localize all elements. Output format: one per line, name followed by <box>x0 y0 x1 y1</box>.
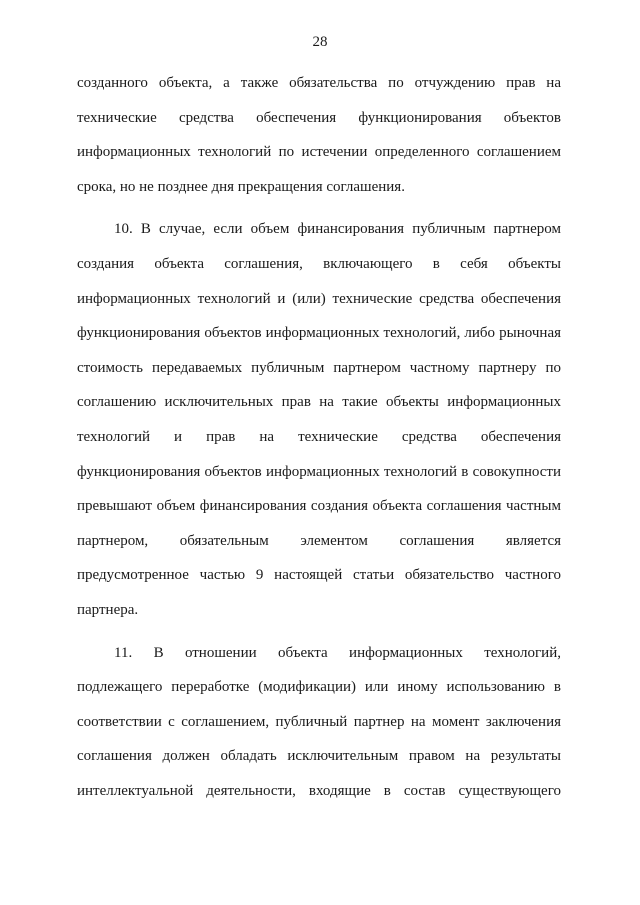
text-line: партнером, обязательным элементом соглашения является <box>77 532 561 549</box>
text-line: создания объекта соглашения, включающего в себя объекты <box>77 255 561 272</box>
text-line: соответствии с соглашением, публичный партнер на момент заключения <box>77 713 561 730</box>
text-line: технологий и прав на технические средства обеспечения <box>77 428 561 445</box>
text-line: функционирования объектов информационных технологий в совокупности <box>77 463 561 480</box>
text-line: информационных технологий и (или) технические средства обеспечения <box>77 290 561 307</box>
text-line: информационных технологий по истечении определенного соглашением <box>77 144 561 161</box>
document-body <box>77 66 561 808</box>
text-line: интеллектуальной деятельности, входящие в состав существующего <box>77 782 561 799</box>
paragraph-11-start: 11. В отношении объекта информационных технологий, <box>114 644 561 661</box>
page-number: 28 <box>312 34 328 50</box>
text-line: стоимость передаваемых публичным партнером частному партнеру по <box>77 359 561 376</box>
paragraph-10-start: 10. В случае, если объем финансирования публичным партнером <box>114 221 561 238</box>
text-line: функционирования объектов информационных технологий, либо рыночная <box>77 325 561 342</box>
text-line: подлежащего переработке (модификации) или иному использованию в <box>77 679 561 696</box>
text-line: соглашения должен обладать исключительным правом на результаты <box>77 748 561 765</box>
text-line: партнера. <box>77 601 139 618</box>
text-line: созданного объекта, а также обязательства по отчуждению прав на <box>77 75 561 91</box>
text-line: соглашению исключительных прав на такие объекты информационных <box>77 394 561 411</box>
text-line: превышают объем финансирования создания объекта соглашения частным <box>77 498 561 515</box>
text-line: срока, но не позднее дня прекращения соглашения. <box>77 178 405 195</box>
text-line: предусмотренное частью 9 настоящей статьи обязательство частного <box>77 567 561 584</box>
text-line: технические средства обеспечения функционирования объектов <box>77 109 561 126</box>
